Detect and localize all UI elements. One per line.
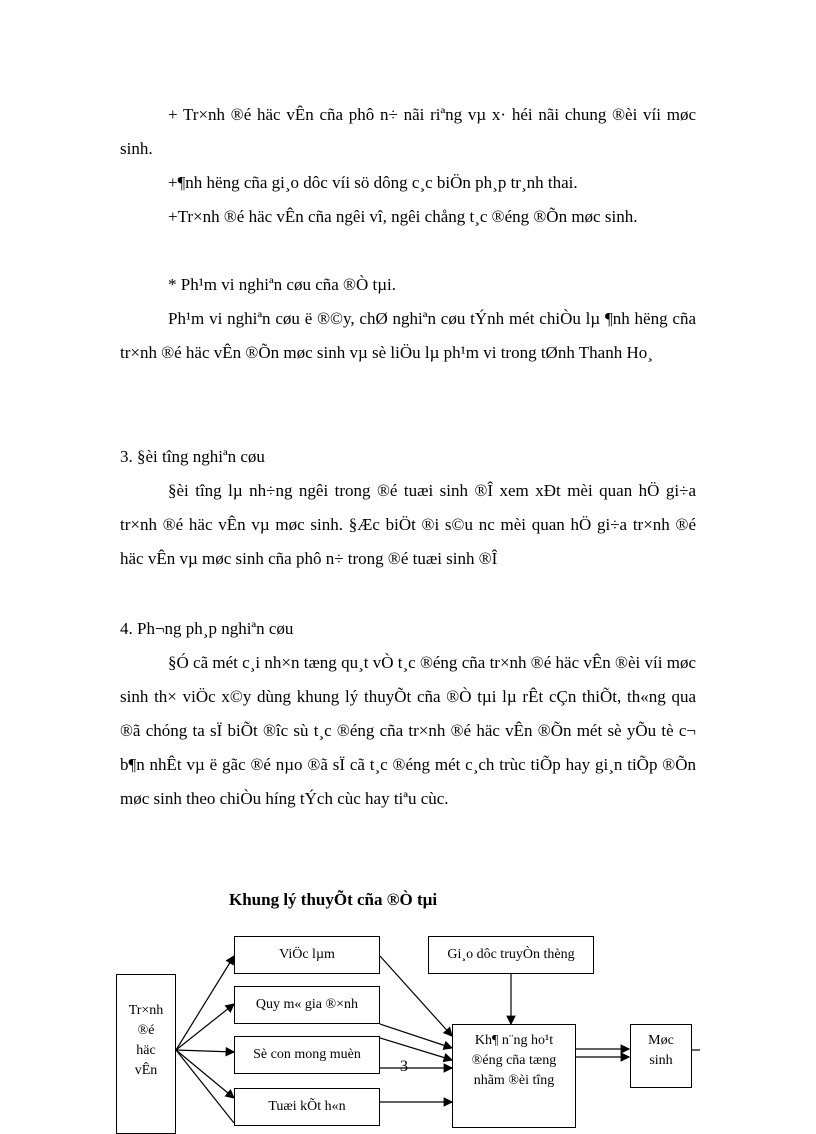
arrow-to-viec-lam <box>176 956 234 1050</box>
factor-box-tuoi: Tuæi kÕt h«n <box>234 1088 380 1126</box>
source-box: Tr×nh ®é häc vÊn <box>116 974 176 1134</box>
page-number: 3 <box>400 1058 408 1075</box>
section-3-heading: 3. §èi tîng nghiªn cøu <box>120 447 265 466</box>
result-box: Møc sinh <box>630 1024 692 1088</box>
paragraph-education-women: + Tr×nh ®é häc vÊn cña phô n÷ nãi riªng vµ x· héi nãi chung ®èi víi møc sinh. <box>120 105 696 158</box>
paragraph-scope: Ph¹m vi nghiªn cøu ë ®©y, chØ nghiªn cøu tÝnh mét chiÒu lµ ¶nh hëng cña tr×nh ®é häc vÊn ®Õn møc sinh vµ sè liÖu lµ ph¹m vi trong tØnh Thanh Ho¸ <box>120 309 696 362</box>
diagram-title: Khung lý thuyÕt cña ®Ò tµi <box>229 890 438 909</box>
section-3-text: §èi tîng lµ nh÷ng ngêi trong ®é tuæi sinh ®Î xem xÐt mèi quan hÖ gi÷a tr×nh ®é häc vÊn vµ møc sinh. §Æc biÖt ®i s©u nc mèi quan hÖ gi÷a tr×nh ®é häc vÊn vµ møc sinh cña phô n÷ trong ®é tuæi sinh ®Î <box>120 481 696 568</box>
arrow-down-extra <box>176 1050 234 1123</box>
center-box: Kh¶ n¨ng ho¹t ®éng cña tæng nhãm ®èi tîng <box>452 1024 576 1128</box>
section-4-text: §Ó cã mét c¸i nh×n tæng qu¸t vÒ t¸c ®éng cña tr×nh ®é häc vÊn ®èi víi møc sinh th× viÖc x©y dùng khung lý thuyÕt cña ®Ò tµi lµ rÊt cÇn thiÕt, th«ng qua ®ã chóng ta sÏ biÕt ®îc sù t¸c ®éng cña tr×nh ®é häc vÊn ®Õn mét sè yÕu tè c¬ b¶n nhÊt vµ ë gãc ®é nµo ®ã sÏ cã t¸c ®éng mét c¸ch trùc tiÕp hay gi¸n tiÕp ®Õn møc sinh theo chiÒu híng tÝch cùc hay tiªu cùc. <box>120 653 696 808</box>
section-4-heading: 4. Ph¬ng ph¸p nghiªn cøu <box>120 619 294 638</box>
factor-box-viec-lam: ViÖc lµm <box>234 936 380 974</box>
tradition-box: Gi¸o dôc truyÒn thèng <box>428 936 594 974</box>
arrow-to-tuoi <box>176 1050 234 1098</box>
subheading-scope: * Ph¹m vi nghiªn cøu cña ®Ò tµi. <box>168 275 396 294</box>
factor-box-so-con: Sè con mong muèn <box>234 1036 380 1074</box>
paragraph-spouse-education: +Tr×nh ®é häc vÊn cña ngêi vî, ngêi chång t¸c ®éng ®Õn møc sinh. <box>168 207 638 226</box>
arrow-quy-mo-center <box>380 1024 452 1048</box>
arrow-to-quy-mo <box>176 1004 234 1050</box>
factor-box-quy-mo: Quy m« gia ®×nh <box>234 986 380 1024</box>
paragraph-education-contraception: +¶nh hëng cña gi¸o dôc víi sö dông c¸c biÖn ph¸p tr¸nh thai. <box>168 173 578 192</box>
arrow-quy-mo-center-2 <box>380 1038 452 1060</box>
arrow-to-so-con <box>176 1050 234 1052</box>
